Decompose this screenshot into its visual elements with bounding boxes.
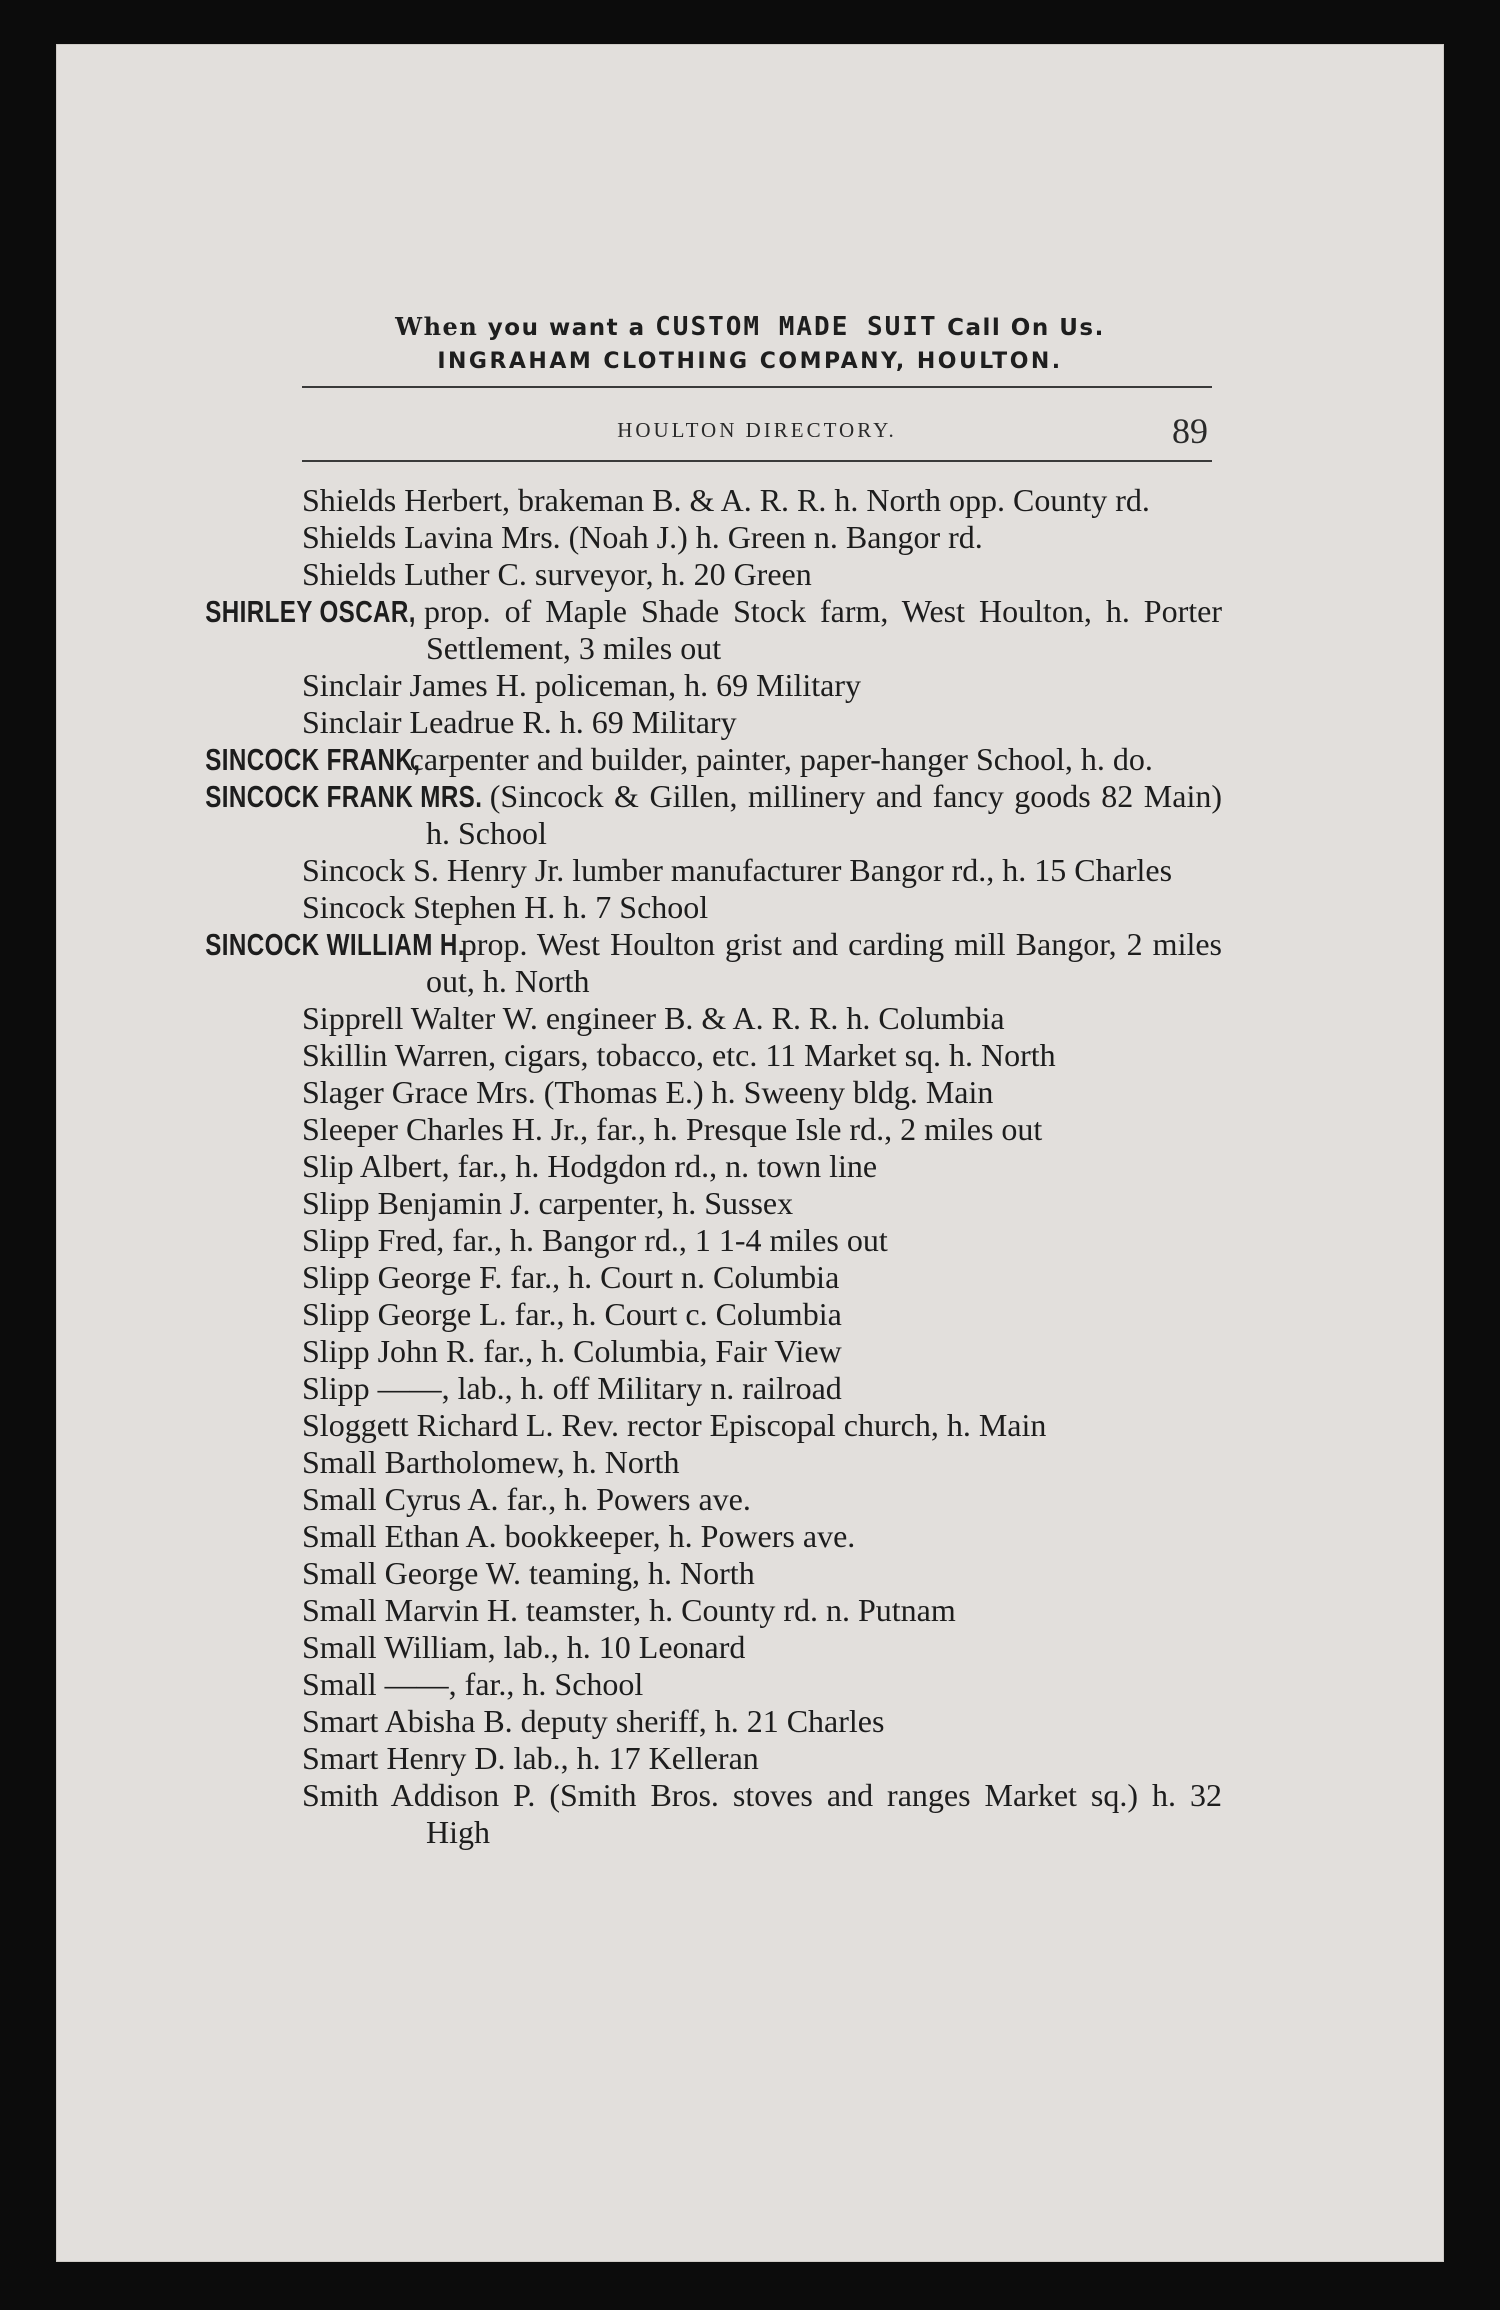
directory-entry: Slipp George L. far., h. Court c. Columbia — [302, 1296, 842, 1332]
directory-entry: Sinclair Leadrue R. h. 69 Military — [302, 704, 737, 740]
directory-entry: Slager Grace Mrs. (Thomas E.) h. Sweeny bldg. Main — [302, 1074, 994, 1110]
entry-name-bold: SINCOCK FRANK MRS. — [205, 779, 483, 814]
directory-entry: Smart Abisha B. deputy sheriff, h. 21 Charles — [302, 1703, 885, 1739]
directory-entry: Slipp John R. far., h. Columbia, Fair View — [302, 1333, 842, 1369]
directory-entry: Smart Henry D. lab., h. 17 Kelleran — [302, 1740, 759, 1776]
running-head-title: HOULTON DIRECTORY. — [617, 418, 897, 442]
directory-entry: Slipp George F. far., h. Court n. Columbia — [302, 1259, 840, 1295]
directory-entry: Small Cyrus A. far., h. Powers ave. — [302, 1481, 751, 1517]
directory-entry: Small Ethan A. bookkeeper, h. Powers ave. — [302, 1518, 856, 1554]
directory-entry: Small William, lab., h. 10 Leonard — [302, 1629, 746, 1665]
directory-entry: Slipp Benjamin J. carpenter, h. Sussex — [302, 1185, 794, 1221]
directory-entry: Shields Herbert, brakeman B. & A. R. R. h. North opp. County rd. — [302, 482, 1150, 518]
directory-entry: Sincock Stephen H. h. 7 School — [302, 889, 709, 925]
ad-word-when: When — [395, 312, 479, 341]
directory-entry: Sinclair James H. policeman, h. 69 Military — [302, 667, 861, 703]
directory-entries — [205, 482, 1223, 1851]
header-rule-bottom — [302, 460, 1212, 462]
directory-entry: Small Marvin H. teamster, h. County rd. n. Putnam — [302, 1592, 956, 1628]
directory-entry: Small ——, far., h. School — [302, 1666, 644, 1702]
header-rule-top — [302, 386, 1212, 388]
ad-text-2: Call On Us. — [947, 315, 1105, 341]
directory-entry: Shields Luther C. surveyor, h. 20 Green — [302, 556, 812, 592]
directory-entry: Sleeper Charles H. Jr., far., h. Presque Isle rd., 2 miles out — [302, 1111, 1043, 1147]
directory-entry: SHIRLEY OSCAR, prop. of Maple Shade Stock farm, West Houlton, h. Porter Settlement, 3 miles out — [205, 593, 1223, 666]
directory-entry: Shields Lavina Mrs. (Noah J.) h. Green n. Bangor rd. — [302, 519, 983, 555]
ad-text-1: you want a — [487, 315, 646, 341]
running-head — [302, 410, 1212, 450]
directory-entry: Sloggett Richard L. Rev. rector Episcopal church, h. Main — [302, 1407, 1047, 1443]
advertisement-header — [0, 310, 1500, 379]
page-number: 89 — [1172, 411, 1208, 451]
ad-line-1 — [0, 310, 1500, 345]
directory-entry: Small Bartholomew, h. North — [302, 1444, 680, 1480]
directory-entry: SINCOCK WILLIAM H. prop. West Houlton grist and carding mill Bangor, 2 miles out, h. North — [205, 926, 1223, 999]
directory-entry: Slipp ——, lab., h. off Military n. railroad — [302, 1370, 842, 1406]
ad-line-2: INGRAHAM CLOTHING COMPANY, HOULTON. — [437, 349, 1063, 374]
ad-custom-made-suit: CUSTOM MADE SUIT — [655, 312, 938, 342]
directory-entry: Sipprell Walter W. engineer B. & A. R. R. h. Columbia — [302, 1000, 1005, 1036]
directory-entry: Slip Albert, far., h. Hodgdon rd., n. town line — [302, 1148, 878, 1184]
entry-name-bold: SHIRLEY OSCAR, — [205, 594, 416, 629]
directory-entry: Skillin Warren, cigars, tobacco, etc. 11 Market sq. h. North — [302, 1037, 1056, 1073]
entry-name-bold: SINCOCK WILLIAM H. — [205, 927, 465, 962]
directory-entry: Sincock S. Henry Jr. lumber manufacturer Bangor rd., h. 15 Charles — [302, 852, 1173, 888]
directory-entry: SINCOCK FRANK MRS. (Sincock & Gillen, millinery and fancy goods 82 Main) h. School — [205, 778, 1223, 851]
directory-entry: Smith Addison P. (Smith Bros. stoves and ranges Market sq.) h. 32 High — [302, 1777, 1222, 1850]
directory-entry: SINCOCK FRANK, carpenter and builder, painter, paper-hanger School, h. do. — [205, 741, 1153, 777]
entry-name-bold: SINCOCK FRANK, — [205, 742, 421, 777]
directory-entry: Small George W. teaming, h. North — [302, 1555, 755, 1591]
directory-entry: Slipp Fred, far., h. Bangor rd., 1 1-4 miles out — [302, 1222, 888, 1258]
